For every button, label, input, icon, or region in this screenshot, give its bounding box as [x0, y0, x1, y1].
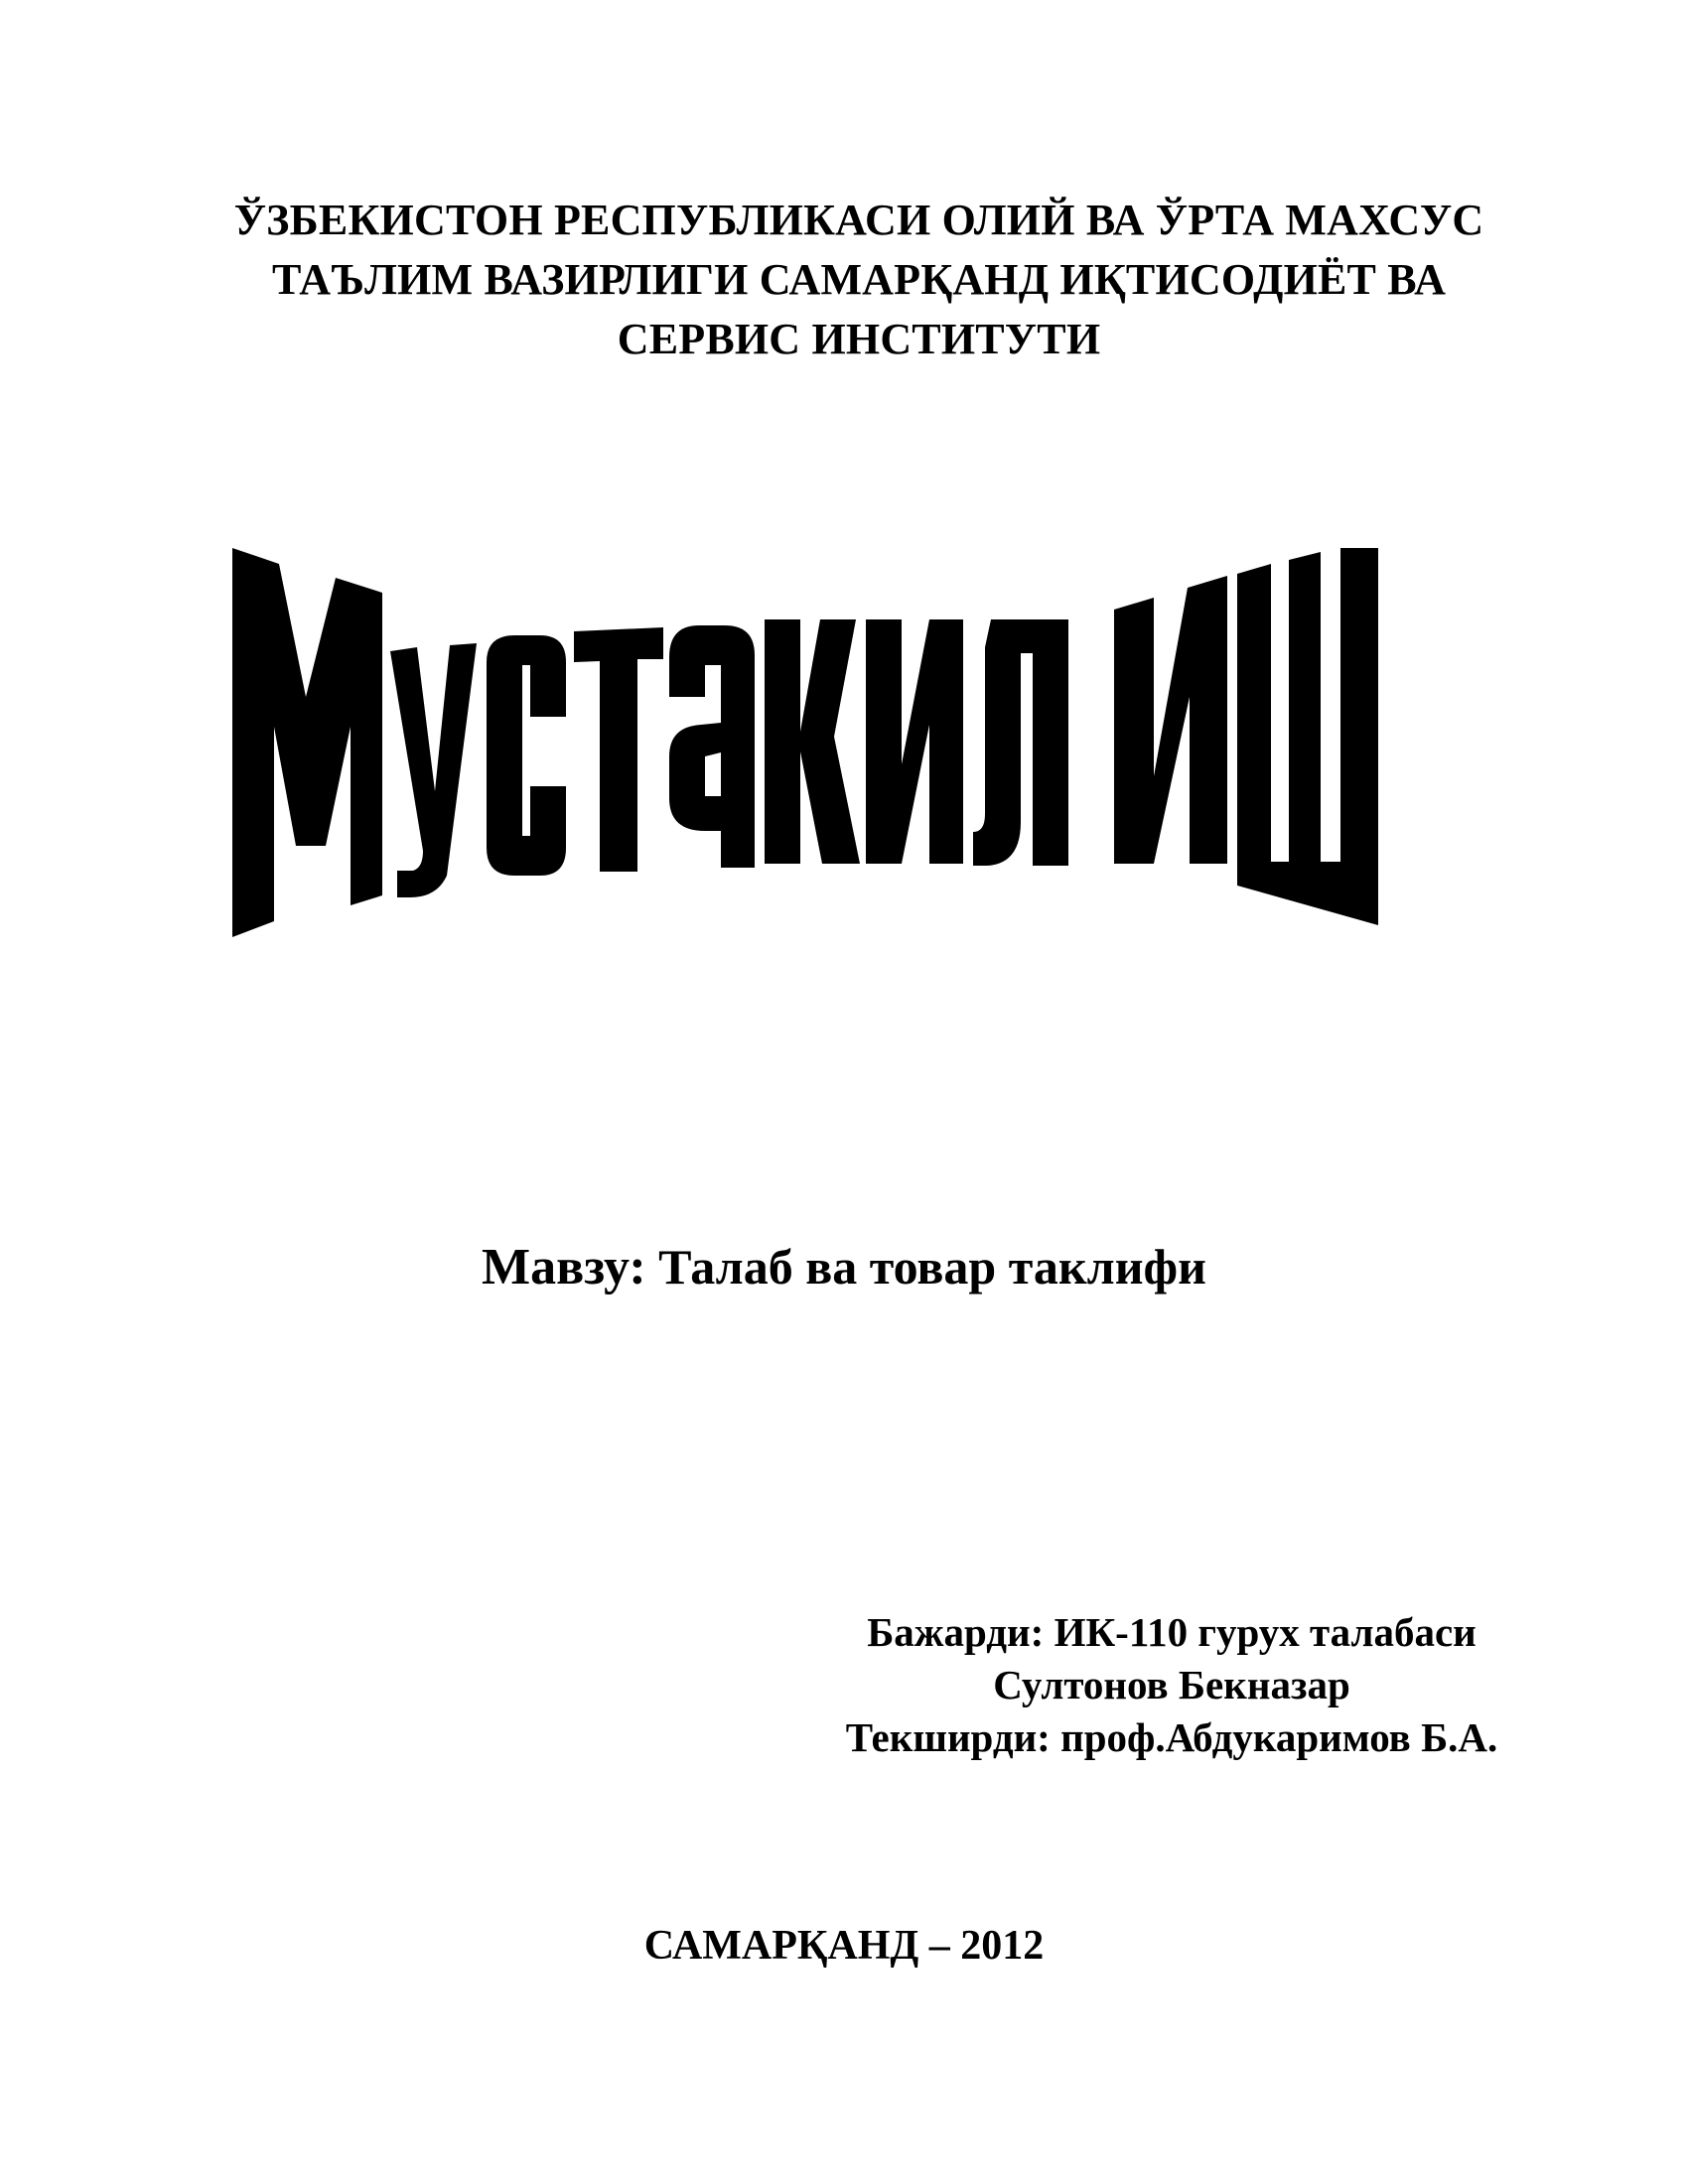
header-line-3: СЕРВИС ИНСТИТУТИ: [617, 315, 1101, 363]
city-year: САМАРҚАНД – 2012: [643, 1923, 1045, 1969]
topic-value: Талаб ва товар таклифи: [658, 1239, 1206, 1295]
institution-header: [228, 191, 1489, 369]
topic-label: Мавзу:: [482, 1239, 646, 1296]
student-name: Султонов Бекназар: [993, 1662, 1350, 1707]
credits-block: [774, 1606, 1569, 1764]
header-line-2: ТАЪЛИМ ВАЗИРЛИГИ САМАРҚАНД ИҚТИСОДИЁТ ВА: [271, 255, 1447, 304]
header-line-1: ЎЗБЕКИСТОН РЕСПУБЛИКАСИ ОЛИЙ ВА ЎРТА МАХСУС: [233, 196, 1484, 244]
topic: [298, 1237, 1390, 1297]
wordart-title: [226, 548, 1440, 945]
checked-by: Текширди: проф.Абдукаримов Б.А.: [845, 1714, 1498, 1760]
performed-by: Бажарди: ИК-110 гурух талабаси: [867, 1609, 1477, 1655]
wordart-title-graphic: [226, 548, 1440, 945]
